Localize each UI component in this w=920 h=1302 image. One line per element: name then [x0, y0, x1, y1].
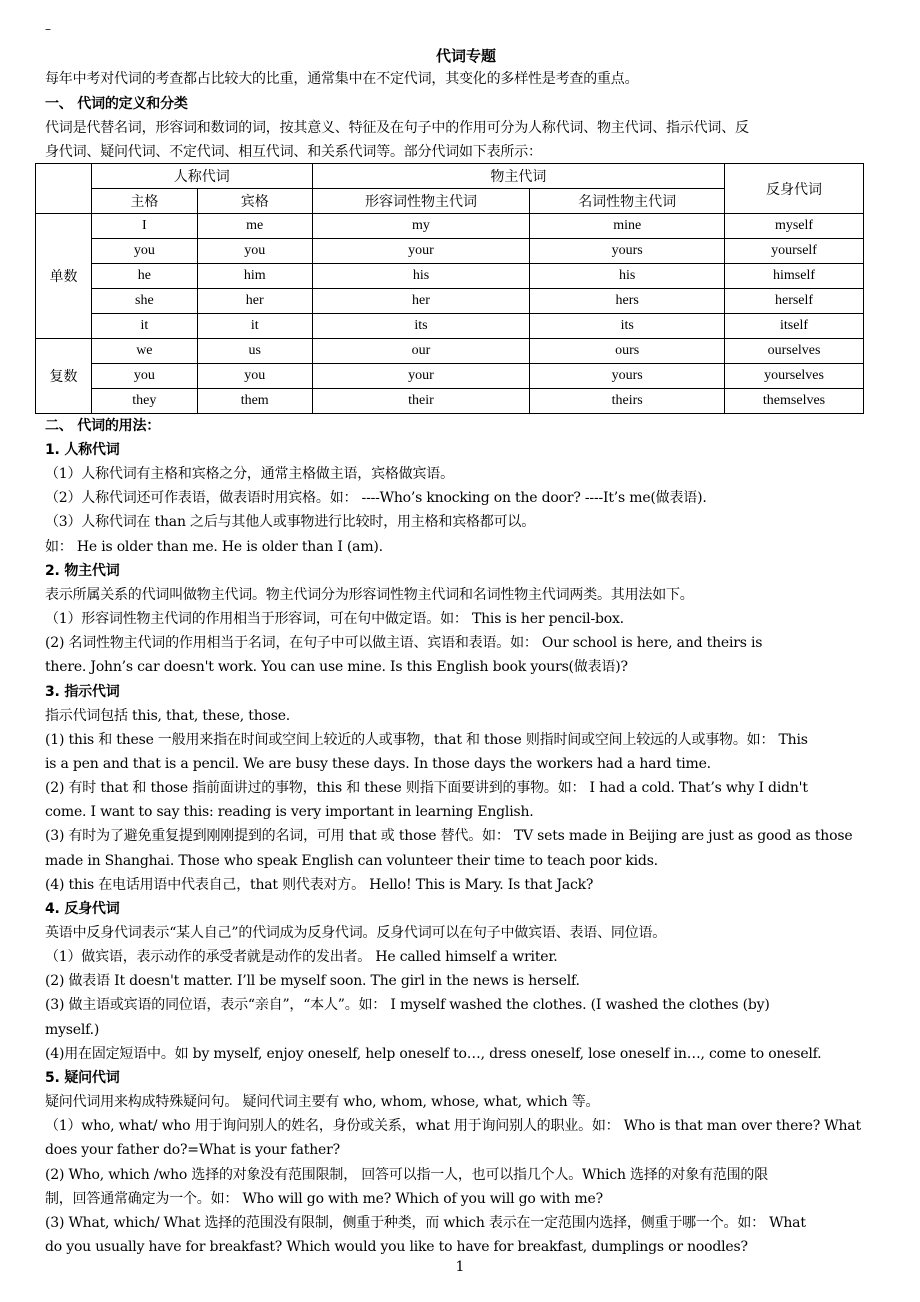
- header-reflexive-pronouns: 反身代词: [725, 164, 864, 214]
- table-cell: yours: [530, 364, 725, 389]
- table-cell: I: [91, 214, 197, 239]
- intro-paragraph: 每年中考对代词的考查都占比较大的比重，通常集中在不定代词，其变化的多样性是考查的重点。: [45, 71, 639, 87]
- header-personal-pronouns: 人称代词: [91, 164, 312, 189]
- table-cell: me: [197, 214, 312, 239]
- table-cell: himself: [725, 264, 864, 289]
- table-cell: ours: [530, 339, 725, 364]
- table-cell: theirs: [530, 389, 725, 414]
- table-cell: you: [91, 364, 197, 389]
- body-line: （1）形容词性物主代词的作用相当于形容词，可在句中做定语。如： This is her pencil-box.: [45, 611, 624, 628]
- section-2-heading: 二、 代词的用法：: [45, 418, 161, 434]
- subsection-heading: 4. 反身代词: [45, 900, 120, 917]
- table-cell: us: [197, 339, 312, 364]
- body-line: (3) What, which/ What 选择的范围没有限制，侧重于种类，而 which 表示在一定范围内选择，侧重于哪一个。如： What: [45, 1214, 806, 1231]
- pronoun-table: [35, 163, 864, 414]
- table-cell: yourselves: [725, 364, 864, 389]
- table-cell: its: [312, 314, 530, 339]
- table-cell: him: [197, 264, 312, 289]
- table-row: [36, 264, 864, 289]
- table-cell: them: [197, 389, 312, 414]
- table-cell: it: [91, 314, 197, 339]
- table-cell: themselves: [725, 389, 864, 414]
- body-line: 表示所属关系的代词叫做物主代词。物主代词分为形容词性物主代词和名词性物主代词两类。其用法如下。: [45, 586, 694, 603]
- table-cell: herself: [725, 289, 864, 314]
- section-1-heading: 一、 代词的定义和分类: [45, 96, 188, 112]
- subsection-heading: 3. 指示代词: [45, 683, 120, 700]
- header-adjective-possessive: 形容词性物主代词: [312, 189, 530, 214]
- body-line: (4) this 在电话用语中代表自己，that 则代表对方。 Hello! This is Mary. Is that Jack?: [45, 876, 594, 893]
- table-cell: we: [91, 339, 197, 364]
- body-line: made in Shanghai. Those who speak English can volunteer their time to teach poor kids.: [45, 852, 658, 869]
- subsection-heading: 2. 物主代词: [45, 562, 120, 579]
- body-line: （3）人称代词在 than 之后与其他人或事物进行比较时，用主格和宾格都可以。: [45, 514, 536, 531]
- body-line: there. John’s car doesn't work. You can use mine. Is this English book yours(做表语)?: [45, 659, 628, 676]
- table-corner-cell: [36, 164, 92, 214]
- page-number: 1: [455, 1259, 465, 1275]
- body-line: do you usually have for breakfast? Which would you like to have for breakfast, dumplings or noodles?: [45, 1238, 748, 1255]
- table-row: [36, 364, 864, 389]
- table-cell: her: [197, 289, 312, 314]
- header-subject-case: 主格: [91, 189, 197, 214]
- body-line: 制，回答通常确定为一个。如： Who will go with me? Which of you will go with me?: [45, 1190, 603, 1207]
- table-cell: you: [197, 239, 312, 264]
- header-noun-possessive: 名词性物主代词: [530, 189, 725, 214]
- table-row: [36, 339, 864, 364]
- table-cell: ourselves: [725, 339, 864, 364]
- table-cell: itself: [725, 314, 864, 339]
- body-line: (1) this 和 these 一般用来指在时间或空间上较近的人或事物，that 和 those 则指时间或空间上较远的人或事物。如： This: [45, 731, 808, 748]
- table-cell: her: [312, 289, 530, 314]
- table-cell: its: [530, 314, 725, 339]
- table-cell: you: [197, 364, 312, 389]
- table-cell: yours: [530, 239, 725, 264]
- body-line: does your father do?=What is your father?: [45, 1142, 340, 1159]
- table-cell: yourself: [725, 239, 864, 264]
- body-line: (3) 有时为了避免重复提到刚刚提到的名词，可用 that 或 those 替代。如： TV sets made in Beijing are just as good as those: [45, 828, 853, 845]
- body-line: (2) 有时 that 和 those 指前面讲过的事物，this 和 these 则指下面要讲到的事物。如： I had a cold. That’s why I didn't: [45, 780, 808, 797]
- page-title: 代词专题: [435, 47, 496, 65]
- body-line: （1）做宾语，表示动作的承受者就是动作的发出者。 He called himself a writer.: [45, 949, 558, 966]
- body-line: 疑问代词用来构成特殊疑问句。 疑问代词主要有 who, whom, whose, what, which 等。: [45, 1094, 600, 1111]
- body-line: 如： He is older than me. He is older than I (am).: [45, 538, 383, 555]
- header-object-case: 宾格: [197, 189, 312, 214]
- table-cell: your: [312, 239, 530, 264]
- subsection-heading: 5. 疑问代词: [45, 1069, 120, 1086]
- body-line: (2) 做表语 It doesn't matter. I’ll be myself soon. The girl in the news is herself.: [45, 973, 580, 990]
- body-line: (2) Who, which /who 选择的对象没有范围限制， 回答可以指一人，也可以指几个人。Which 选择的对象有范围的限: [45, 1166, 769, 1183]
- table-cell: their: [312, 389, 530, 414]
- body-line: (3) 做主语或宾语的同位语，表示“亲自”，“本人”。如： I myself washed the clothes. (I washed the clothes (by): [45, 997, 770, 1014]
- table-cell: mine: [530, 214, 725, 239]
- header-possessive-pronouns: 物主代词: [312, 164, 724, 189]
- table-cell: your: [312, 364, 530, 389]
- table-cell: myself: [725, 214, 864, 239]
- body-line: is a pen and that is a pencil. We are busy these days. In those days the workers had a hard time.: [45, 755, 711, 772]
- table-cell: it: [197, 314, 312, 339]
- singular-label: 单数: [36, 214, 92, 339]
- table-cell: you: [91, 239, 197, 264]
- body-line: （2）人称代词还可作表语，做表语时用宾格。如： ----Who’s knocking on the door? ----It’s me(做表语).: [45, 490, 707, 507]
- table-row: [36, 289, 864, 314]
- section-1-text: 身代词、疑问代词、不定代词、相互代词、和关系代词等。部分代词如下表所示：: [45, 144, 542, 160]
- body-line: 指示代词包括 this, that, these, those.: [45, 707, 291, 724]
- table-cell: hers: [530, 289, 725, 314]
- table-cell: his: [530, 264, 725, 289]
- table-cell: they: [91, 389, 197, 414]
- table-row: [36, 239, 864, 264]
- subsection-heading: 1. 人称代词: [45, 442, 120, 458]
- body-line: myself.): [45, 1021, 100, 1038]
- header-mark: –: [45, 22, 51, 36]
- body-line: come. I want to say this: reading is very important in learning English.: [45, 804, 534, 821]
- table-cell: my: [312, 214, 530, 239]
- table-row: [36, 314, 864, 339]
- table-cell: his: [312, 264, 530, 289]
- table-row: [36, 389, 864, 414]
- plural-label: 复数: [36, 339, 92, 414]
- table-cell: our: [312, 339, 530, 364]
- body-line: （1）who, what/ who 用于询问别人的姓名，身份或关系，what 用于询问别人的职业。如： Who is that man over there? What: [45, 1118, 861, 1135]
- body-line: (2) 名词性物主代词的作用相当于名词，在句子中可以做主语、宾语和表语。如： Our school is here, and theirs is: [45, 635, 763, 652]
- body-line: （1）人称代词有主格和宾格之分，通常主格做主语，宾格做宾语。: [45, 466, 454, 483]
- table-cell: she: [91, 289, 197, 314]
- section-1-text: 代词是代替名词，形容词和数词的词，按其意义、特征及在句子中的作用可分为人称代词、物主代词、指示代词、反: [45, 120, 749, 136]
- table-cell: he: [91, 264, 197, 289]
- body-line: (4)用在固定短语中。如 by myself, enjoy oneself, help oneself to…, dress oneself, lose oneself in…, come to oneself.: [45, 1045, 822, 1062]
- body-line: 英语中反身代词表示“某人自己”的代词成为反身代词。反身代词可以在句子中做宾语、表语、同位语。: [45, 925, 667, 941]
- table-row: [36, 214, 864, 239]
